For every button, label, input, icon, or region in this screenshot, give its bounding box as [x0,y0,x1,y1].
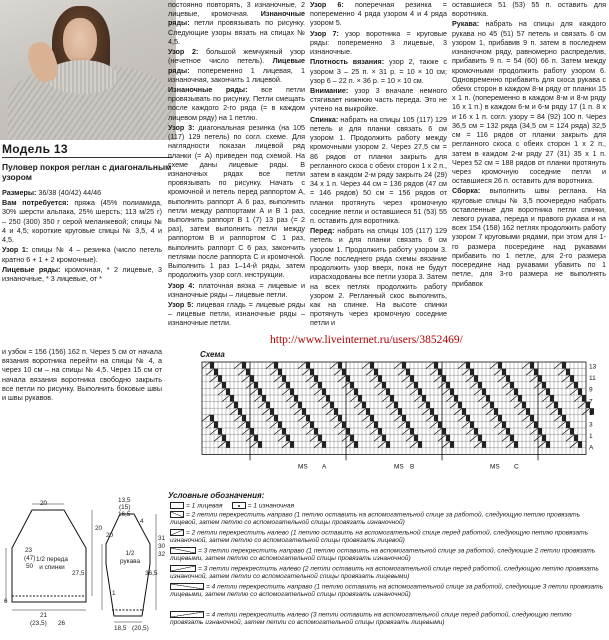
chart-row-numbers [589,364,597,452]
text: платочная вязка = лицевые и изнаночные ряды – лицевые петли. [168,280,305,299]
row-number: A [589,444,594,452]
dim-label: 20 [95,525,103,532]
legend-title: Условные обозначения: [168,491,265,500]
dim-label: 1 [112,590,116,597]
paragraph [452,186,606,287]
cross-right-2-symbol [170,511,184,518]
label: Узор 1: [2,245,29,255]
legend-text: = 2 петли перекрестить налево (1 петлю оставить на вспомогательной спице перед работой, следующую петлю провязать изнаночной, затем петлю со вспомогательной спицы провязать лицевой) [170,529,589,545]
label: Изнаночные ряды: [168,84,248,94]
cross-left-3-symbol [170,565,196,572]
paragraph [168,123,305,280]
legend-row [170,511,606,528]
chart-label: MS [394,463,404,471]
text-column-1-cont [2,347,162,403]
label: Плотность вязания: [310,57,385,67]
dim-label: 20 [106,532,114,539]
paragraph [310,0,447,28]
legend-text: = 2 петли перекрестить направо (1 петлю оставить на вспомогательной спице за работой, следующую петлю провязать лицевой, затем петлю со вспомогательной спицы провязать изнаночной) [170,511,581,527]
dim-label: 30 [158,543,166,550]
label: Узор 2: [168,47,199,57]
text: постоянно повторять, 3 изнаночные, 2 лицевые, кромочная. [168,0,305,19]
model-photo [0,0,176,140]
text-column-3 [310,0,447,329]
legend-row [170,611,606,628]
text: набрать на спицы 105 (117) 129 петель и для планки связать 6 см узором 1. Продолжить работу узором 3. После последнего ряда схемы вязание продолжить узор вверх, пока не будут израсходованы все петли узора 3. Затем на всех петлях продолжить работу узором 2. Регланный скос выполнить, как на спинке. На высоте спинки протянуть через кромочную соседние петли и [310,226,447,328]
paragraph [2,198,162,244]
paragraph [310,115,447,226]
legend-text: = 4 петли перекрестить направо (1 петлю оставить на вспомогательной спице за работой, следующие 3 петли провязать лицевыми, затем петлю со вспомогательной спицы провязать изнаночной) [170,583,604,599]
legend-text: = 4 петли перекрестить налево (3 петли оставить на вспомогательной спице перед работой, следующую петлю провязать изнаночной, затем петли со вспомогательной спицы провязать лицевыми) [170,611,572,627]
paragraph: оставшиеся 51 (53) 55 п. оставить для воротника. [452,0,606,19]
label: Лицевые ряды: [2,264,61,274]
model-subtitle: Пуловер покроя реглан с диагональным узором [2,162,172,183]
cross-left-4-symbol [170,611,204,618]
label: Узор 5: [168,300,194,309]
text: узор 3 вначале немного стягивает нижнюю часть переда. Это не учтено на выкройке. [310,85,447,114]
paragraph [168,0,305,46]
dim-label: 20 [40,500,48,507]
dim-label: 32 [158,551,166,558]
paragraph [168,47,305,84]
legend-row [170,565,606,582]
paragraph [310,226,447,327]
legend-text: = 1 лицевая [186,502,223,510]
dim-label: (23,5) [30,620,47,627]
paragraph [310,29,447,57]
dim-label: 4 [140,518,144,525]
text: 36/38 (40/42) 44/46 [36,188,102,197]
label: Спинка: [310,114,339,124]
chart-label: A [322,463,327,471]
cross-right-4-symbol [170,583,204,590]
dim-label: (20,5) [132,625,149,632]
paragraph [168,281,305,299]
label: Размеры: [2,188,37,197]
text: выполнить швы реглана. На круговые спицы № 3,5 поочередно набрать оставленные для воротника петли спинки, левого рукава, переда и правого рукава и на всех 154 (158) 162 петлях продолжить работу узором 7 круговыми рядами, при этом для 1-го размера посередине над рукавами прибавить по 1 петле, для 2-го размера посередине над рукавами убавить по 1 петле, для 3-го размера не выполнять прибавок [452,186,606,288]
source-url[interactable]: http://www.liveinternet.ru/users/3852469/ [270,334,463,346]
text: кромочная, * 2 лицевые, 3 изнаночные, * 3 лицевые, от * [2,264,162,283]
dim-label: 27,5 [72,570,85,577]
knitting-chart [200,360,600,480]
knit-symbol [170,502,184,509]
dim-label: 13,5 [118,497,131,504]
row-number: 3 [589,421,593,429]
paragraph [2,265,162,283]
row-number: 7 [589,398,593,406]
label: Изнаночные ряды: [168,9,305,28]
dim-label: 18,5 [114,625,127,632]
label: Перед: [310,226,335,236]
text: поперечная резинка = попеременно 4 ряда узором 4 и 4 ряда узором 5. [310,0,447,28]
label: Узор 6: [310,0,344,9]
text-column-1 [2,188,162,284]
row-number: 1 [589,432,593,440]
text: узор 2, также с узором 3 – 25 п. × 31 р. = 10 × 10 см; узор 6 – 22 п. × 36 р. = 10 × 10 см. [310,57,447,85]
text: попеременно 1 лицевая, 1 изнаночная, закончить 1 лицевой. [168,65,305,84]
chart-bottom-labels [298,463,519,470]
row-number: 5 [589,409,593,417]
paragraph [452,19,606,185]
text: пряжа (45% полиамида, 30% шерсти альпака, 25% шерсть; 113 м/25 г) – 250 (300) 350 г серой меланжевой; спицы № 4 и 4,5; короткие круговые спицы № 3,5, 4 и 4,5. [2,198,163,245]
dim-label: 36,5 [145,570,158,577]
paragraph [2,188,162,197]
label: Вам потребуется: [2,198,69,208]
front-back-label: 1/2 переда и спинки [36,556,68,572]
legend-text: = 1 изнаночная [247,502,295,510]
paragraph [310,86,447,114]
text: все петли провязывать по рисунку. Петли смещать после каждого 2-го ряда (= в каждом лицевом ряду) на 1 петлю. [168,84,305,122]
row-number: 13 [589,363,597,371]
dim-label: 50 [26,563,34,570]
model-title: Модель 13 [2,142,68,156]
text: петли провязывать по рисунку. Следующие узоры вязать на спицах № 4,5. [168,18,305,46]
schema-title: Схема [200,350,225,359]
text: спицы № 4 – резинка (число петель кратно 6 + 1 + 2 кромочные). [2,245,162,264]
dim-label: 16,5 [118,511,131,518]
paragraph [168,300,305,328]
label: Сборка: [452,186,481,196]
text: узор воротника = круговые ряды: попеременно 3 лицевые, 3 изнаночные. [310,28,447,57]
label: Лицевые ряды: [168,56,305,75]
chart-label: MS [490,463,500,471]
label: Внимание: [310,85,349,95]
row-number: 9 [589,386,593,394]
dim-label: (47) [24,555,36,562]
dim-label: 21 [40,612,48,619]
label: Рукава: [452,19,480,29]
paragraph [310,57,447,85]
dim-label: 6 [4,598,8,605]
dim-label: 26 [58,620,66,627]
dim-label: 31 [158,535,166,542]
row-number: 11 [589,375,596,383]
legend-row [170,547,606,564]
paragraph: и узбок = 156 (156) 162 п. Через 5 см от начала вязания воротника перейти на спицы № 4, а через 10 см – на спицы № 4,5. Через 15 см от начала вязания воротника свободно закрыть все петли по рисунку. Выполнить боковые швы и швы рукавов. [2,347,162,403]
legend-text: = 3 петли перекрестить налево (2 петли оставить на вспомогательной спице перед работой, следующую петлю провязать изнаночной, затем петли со вспомогательной спицы провязать лицевыми) [170,565,599,581]
dim-label: 23 [25,547,33,554]
chart-label: B [410,463,415,471]
chart-label: C [514,463,519,471]
title-divider [2,157,172,158]
text: лицевая гладь = лицевые ряды – лицевые петли, изнаночные ряды – изнаночные петли. [168,300,305,328]
legend-row [170,529,606,546]
chart-label: MS [298,463,308,471]
dim-label: (15) [119,504,131,511]
text: набрать на спицы 105 (117) 129 петель и для планки связать 6 см узором 1. Продолжить работу между кромочными узором 2. Через 27,5 см = 86 рядов от планки закрыть для регланного скоса с обеих сторон 1 х 2 п., затем в каждом 2-м ряду закрыть 24 (29) 34 х 1 п. Через 44 см = 136 рядов (47 см = 146 рядов) 50 см = 156 рядов от планки протянуть через кромочную соседние петли и оставшиеся 51 (53) 55 п. оставить для воротника. [310,114,447,226]
cross-left-2-symbol [170,529,184,536]
sleeve-label: 1/2 рукава [119,550,141,566]
label: Узор 4: [168,280,195,290]
label: Узор 3: [168,122,195,132]
paragraph [2,245,162,263]
purl-symbol [232,502,246,509]
text-column-4 [452,0,606,289]
legend-text: = 3 петли перекрестить направо (1 петлю оставить на вспомогательной спице за работой, следующие 2 петли провязать лицевыми, затем петлю со вспомогательной спицы провязать изнаночной) [170,547,596,563]
legend-row [170,583,606,600]
text-column-2 [168,0,305,329]
paragraph [168,85,305,122]
cross-right-3-symbol [170,547,196,554]
label: Узор 7: [310,28,339,38]
text: набрать на спицы для каждого рукава но 45 (51) 57 петель и связать 6 см узором 1, прибавив 9 п. затем в последнем изнаночном ряду, равномерно распределив, прибавить 9 п. = 54 (60) 66 п. Затем между кромочными продолжить работу узором 6. Одновременно прибавить для скоса рукава с обеих сторон в каждом 8-м ряду от планки 15 х 1 п. (попеременно в каждом 8-м и 8-м ряду 16 х 1 п.) в каждом 6-м и 6-м ряду 17 (1 п. 8 х и 16 х 1 п. согл. узору = 84 (92) 100 п. Через 36,5 см = 132 ряда (34,5 см = 124 ряда) 32,5 см = 116 рядов от планки закрыть для регланного скоса с обеих сторон 1 х 2 п., затем в каждом 2-м ряду 27 (31) 35 х 1 п. Через 52 см = 188 рядов от планки протянуть через кромочную соседние петли и оставшиеся 26 п. оставить для воротника. [452,19,606,186]
legend-row [170,502,606,510]
text: большой жемчужный узор (нечетное число петель). [168,47,305,66]
text: диагональная резинка (на 105 (117) 129 петель) по согл. схеме. Для наглядности показан лицевой ряд планки (= А) приведен под схемой. На схеме даны лицевые ряды. В изнаночных рядах все петли провязывать по рисунку. Начать с кромочной и петель перед раппортом А, выполнить раппорт А 6 раз, выполнить петли между раппортами А и В 1 раз, выполнить раппорт В 1 (7) 13 раз (= 2 раз), затем выполнить петли между раппортом В и раппортом С 1 раз, выполнить раппорт С 6 раз, закончить петлями после раппорта С и кромочной. Выполнить 1 раз 1–14-й ряды, затем продолжить узор согл. инструкции. [168,122,305,280]
